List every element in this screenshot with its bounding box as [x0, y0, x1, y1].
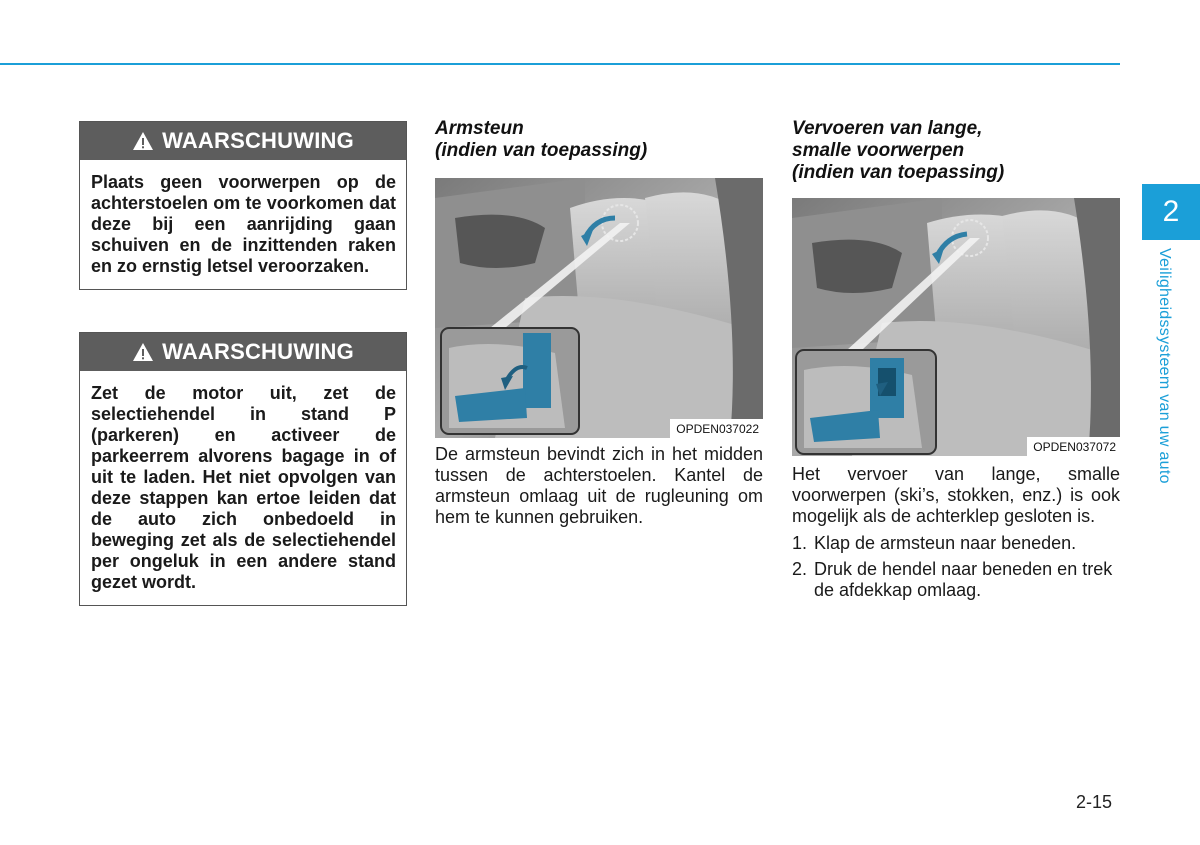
- warning-text: Zet de motor uit, zet de selectiehendel in stand P (parkeren) en activeer de parkeerrem alvorens bagage in of uit te laden. Het niet opvolgen van deze stappen kan ertoe leiden dat de auto zich onbedoeld in beweging zet als de selectiehendel per ongeluk in een andere stand gezet wordt.: [91, 383, 396, 592]
- chapter-title: Veiligheidssysteem van uw auto: [1156, 248, 1173, 484]
- step-number: 2.: [792, 559, 808, 579]
- warning-box-2: [79, 332, 407, 606]
- chapter-tab[interactable]: [1142, 184, 1200, 240]
- warning-text: Plaats geen voorwerpen op de achterstoelen om te voorkomen dat deze bij een aanrijding gaan schuiven en de inzittenden raken en zo ernstig letsel veroorzaken.: [91, 172, 396, 276]
- step-number: 1.: [792, 533, 808, 553]
- figure-code: OPDEN037072: [1027, 437, 1120, 456]
- warning-header: [80, 333, 406, 371]
- section-heading: Vervoeren van lange,: [792, 118, 983, 139]
- list-item: [792, 533, 1120, 554]
- list-item: [792, 559, 1120, 601]
- warning-triangle-icon: [132, 131, 154, 151]
- warning-triangle-icon: [132, 342, 154, 362]
- chapter-number: 2: [1162, 195, 1180, 228]
- warning-title: WAARSCHUWING: [162, 339, 354, 364]
- steps-list: [792, 533, 1120, 601]
- figure-code: OPDEN037022: [670, 419, 763, 438]
- car-rear-seat-image: [435, 178, 763, 438]
- armrest-illustration: [435, 178, 763, 438]
- top-rule: [0, 63, 1120, 65]
- passthrough-section: [792, 118, 1120, 606]
- car-rear-seat-image: [792, 198, 1120, 456]
- passthrough-illustration: [792, 198, 1120, 456]
- section-heading-sub: (indien van toepassing): [792, 162, 1005, 183]
- section-heading: Armsteun: [435, 118, 524, 139]
- page-number: 2-15: [1076, 792, 1113, 812]
- warning-header: [80, 122, 406, 160]
- warning-title: WAARSCHUWING: [162, 128, 354, 153]
- step-text: Klap de armsteun naar beneden.: [814, 533, 1077, 553]
- section-heading-sub: (indien van toepassing): [435, 140, 648, 161]
- armrest-text: De armsteun bevindt zich in het midden tussen de achterstoelen. Kantel de armsteun omlaag uit de rugleuning om hem te kunnen gebruiken.: [435, 444, 763, 527]
- passthrough-text: Het vervoer van lange, smalle voorwerpen (ski’s, stokken, enz.) is ook mogelijk als de achterklep gesloten is.: [792, 464, 1120, 526]
- warning-box-1: [79, 121, 407, 290]
- armrest-section: [435, 118, 763, 528]
- section-heading-sub: smalle voorwerpen: [792, 140, 965, 161]
- step-text: Druk de hendel naar beneden en trek de afdekkap omlaag.: [814, 559, 1113, 600]
